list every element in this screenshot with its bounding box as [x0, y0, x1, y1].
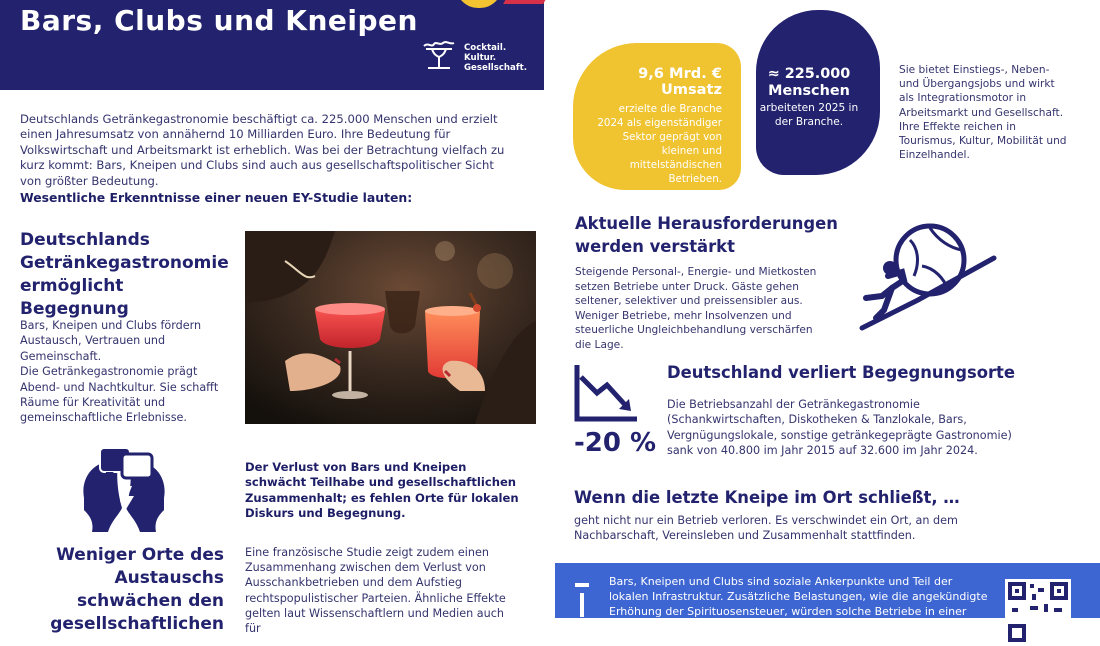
- declining-chart-icon: [573, 363, 641, 423]
- challenges-body: Steigende Personal-, Energie- und Mietkosten setzen Betriebe unter Druck. Gäste gehen seltener, selektiver und preissensibler aus. Weniger Betriebe, mehr Insolvenzen und steuerliche Ungleichbehandlung verschärfen die Lage.: [575, 266, 817, 351]
- people-stat-value: ≈ 225.000 Menschen: [767, 66, 851, 99]
- findings-subhead: Wesentliche Erkenntnisse einer neuen EY-Studie lauten:: [20, 190, 413, 205]
- loss-quote: Der Verlust von Bars und Kneipen schwächt Teilhabe und gesellschaftlichen Zusammenhalt; es fehlen Orte für lokalen Diskurs und Begegnung.: [245, 460, 519, 521]
- losing-places-body: Die Betriebsanzahl der Getränkegastronomie (Schankwirtschaften, Diskotheken & Tanzlokale, Bars, Vergnügungslokale, sonstige getränkegeprägte Gastronomie) sank von 40.800 im Jahr 2015 auf 32.600 im Jahr 2024.: [667, 398, 1012, 458]
- employment-effects-text: Sie bietet Einstiegs-, Neben- und Übergangsjobs und wirkt als Integrationsmotor in Arbeitsmarkt und Gesellschaft. Ihre Effekte reichen in Tourismus, Kultur, Mobilität und Einzelhandel.: [899, 64, 1067, 162]
- revenue-stat-desc: erzielte die Branche 2024 als eigenständiger Sektor geprägt von kleinen und mittelständischen Betrieben.: [597, 103, 722, 185]
- page-title: Bars, Clubs und Kneipen: [20, 4, 418, 37]
- heads-speech-bubble-icon: [78, 446, 170, 532]
- section-fewer-places-title: Weniger Orte des Austauschs schwächen den gesellschaftlichen: [50, 545, 224, 634]
- sisyphus-boulder-icon: [858, 218, 998, 336]
- last-pub-title: Wenn die letzte Kneipe im Ort schließt, …: [574, 488, 960, 507]
- decline-percent: -20 %: [574, 428, 657, 458]
- info-banner: [555, 563, 1100, 634]
- cocktail-photo: [245, 231, 536, 424]
- losing-places-title: Deutschland verliert Begegnungsorte: [667, 363, 1015, 382]
- french-study-body: Eine französische Studie zeigt zudem einen Zusammenhang zwischen dem Verlust von Ausschankbetrieben und dem Aufstieg rechtspopulistischer Parteien. Ähnliche Effekte gelten laut Wissenschaftlern und Medien auch für: [245, 546, 506, 636]
- brand-logo: [420, 40, 540, 74]
- challenges-title: Aktuelle Herausforderungen werden verstärkt: [575, 214, 838, 256]
- cocktail-tree-logo-icon: [420, 40, 458, 72]
- intro-paragraph: Deutschlands Getränkegastronomie beschäftigt ca. 225.000 Menschen und erzielt einen Jahresumsatz von annähernd 10 Milliarden Euro. Ihre Bedeutung für Volkswirtschaft und Arbeitsmarkt ist erheblich. Was bei der Betrachtung vielfach zu kurz kommt: Bars, Kneipen und Clubs sind auch aus gesellschaftspolitischer Sicht von größter Bedeutung.: [20, 112, 505, 188]
- revenue-stat-value: 9,6 Mrd. € Umsatz: [638, 65, 722, 98]
- header-accent-stripe: [503, 0, 549, 4]
- brand-tagline: Cocktail. Kultur. Gesellschaft.: [464, 43, 527, 73]
- qr-code[interactable]: [1005, 579, 1071, 645]
- people-stat-desc: arbeiteten 2025 in der Branche.: [759, 102, 859, 129]
- last-pub-body: geht nicht nur ein Betrieb verloren. Es verschwindet ein Ort, an dem Nachbarschaft, Vereinsleben und Zusammenhalt stattfinden.: [574, 514, 958, 543]
- header-banner: [0, 0, 544, 90]
- section-encounter-title: Deutschlands Getränkegastronomie ermöglicht Begegnung: [20, 230, 229, 319]
- info-icon: [571, 583, 593, 623]
- section-encounter-body: Bars, Kneipen und Clubs fördern Austausch, Vertrauen und Gemeinschaft. Die Getränkegastronomie prägt Abend- und Nachtkultur. Sie schafft Räume für Kreativität und gemeinschaftliche Erlebnisse.: [20, 319, 219, 425]
- header-accent-shape: [456, 0, 502, 8]
- banner-text: Bars, Kneipen und Clubs sind soziale Ankerpunkte und Teil der lokalen Infrastruktur. Zusätzliche Belastungen, wie die angekündigte Erhöhung der Spirituosensteuer, würden solche Betriebe in einer Phase treffen, in: [609, 575, 988, 634]
